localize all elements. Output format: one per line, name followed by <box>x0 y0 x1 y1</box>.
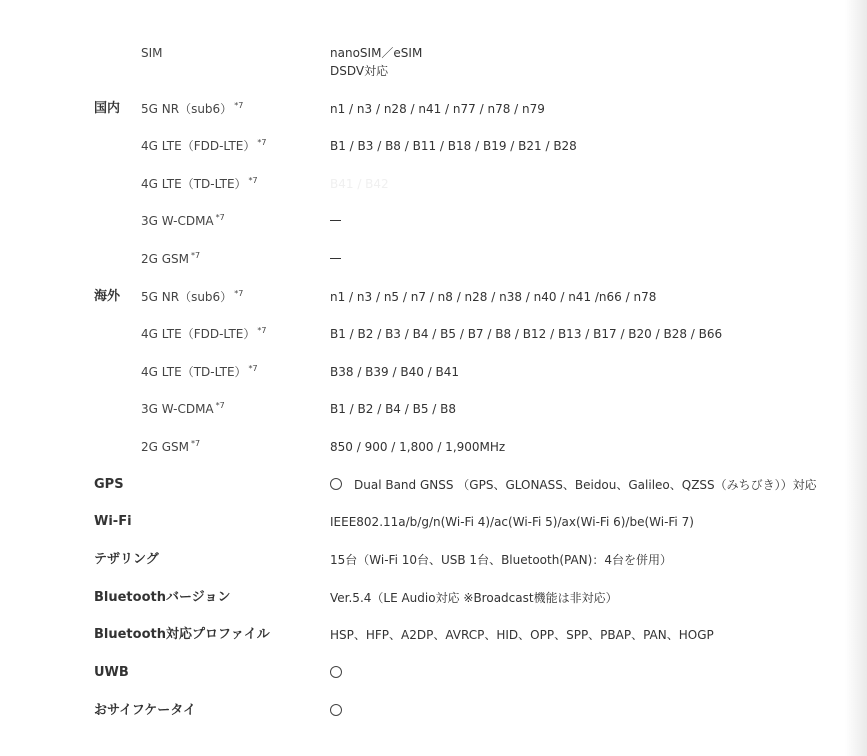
overseas-4g-fdd-label: 4G LTE（FDD-LTE） $^{*7}$ <box>141 326 267 341</box>
wifi-label: Wi-Fi <box>94 514 132 529</box>
spec-row-overseas-5g <box>0 288 845 326</box>
spec-row-uwb <box>0 664 845 702</box>
spec-row-overseas-2g <box>0 438 845 476</box>
overseas-3g-label: 3G W-CDMA $^{*7}$ <box>141 401 225 416</box>
bt-profile-label: Bluetooth対応プロファイル <box>94 627 270 642</box>
uwb-label: UWB <box>94 665 129 680</box>
domestic-3g-label: 3G W-CDMA $^{*7}$ <box>141 213 225 228</box>
sim-label: SIM <box>141 46 163 60</box>
overseas-5g-value: n1 / n3 / n5 / n7 / n8 / n28 / n38 / n40 / n41 /n66 / n78 <box>330 290 657 304</box>
domestic-2g-label: 2G GSM $^{*7}$ <box>141 251 201 266</box>
page-edge-shadow <box>845 0 867 756</box>
group-label-domestic: 国内 <box>94 101 121 116</box>
overseas-2g-value: 850 / 900 / 1,800 / 1,900MHz <box>330 440 506 454</box>
spec-row-domestic-5g <box>0 100 845 138</box>
domestic-2g-value <box>330 250 341 268</box>
spec-row-sim <box>0 44 845 84</box>
domestic-4g-fdd-value: B1 / B3 / B8 / B11 / B18 / B19 / B21 / B28 <box>330 139 577 153</box>
overseas-5g-label: 5G NR（sub6） $^{*7}$ <box>141 289 244 304</box>
spec-row-wifi <box>0 513 845 551</box>
spec-row-overseas-3g <box>0 400 845 438</box>
circle-icon <box>330 704 342 716</box>
osaifu-label: おサイフケータイ <box>94 703 197 718</box>
group-label-overseas: 海外 <box>94 289 121 304</box>
overseas-3g-value: B1 / B2 / B4 / B5 / B8 <box>330 402 457 416</box>
spec-row-bt-profile <box>0 626 845 664</box>
wifi-value: IEEE802.11a/b/g/n(Wi-Fi 4)/ac(Wi-Fi 5)/ax(Wi-Fi 6)/be(Wi-Fi 7) <box>330 515 694 529</box>
circle-icon <box>330 666 342 678</box>
spec-row-domestic-4g-td <box>0 175 845 213</box>
spec-row-overseas-4g-td <box>0 363 845 401</box>
sim-value-line1: nanoSIM／eSIM <box>330 46 423 60</box>
spec-row-osaifu <box>0 702 845 740</box>
spec-row-bt-version <box>0 589 845 627</box>
dash-icon <box>330 258 341 259</box>
overseas-4g-fdd-value: B1 / B2 / B3 / B4 / B5 / B7 / B8 / B12 / B13 / B17 / B20 / B28 / B66 <box>330 327 723 341</box>
domestic-4g-td-value: B41 / B42 <box>330 177 389 191</box>
osaifu-value <box>330 702 342 720</box>
spec-row-domestic-4g-fdd <box>0 137 845 175</box>
domestic-4g-fdd-label: 4G LTE（FDD-LTE） $^{*7}$ <box>141 138 267 153</box>
uwb-value <box>330 664 342 682</box>
circle-icon <box>330 478 342 490</box>
domestic-3g-value <box>330 212 341 230</box>
overseas-4g-td-label: 4G LTE（TD-LTE） $^{*7}$ <box>141 364 258 379</box>
gps-label: GPS <box>94 477 124 492</box>
sim-value <box>330 44 422 80</box>
domestic-5g-value: n1 / n3 / n28 / n41 / n77 / n78 / n79 <box>330 102 545 116</box>
bt-version-label: Bluetoothバージョン <box>94 590 231 605</box>
overseas-2g-label: 2G GSM $^{*7}$ <box>141 439 201 454</box>
tethering-value: 15台（Wi-Fi 10台、USB 1台、Bluetooth(PAN)：4台を併用） <box>330 553 672 567</box>
tethering-label: テザリング <box>94 552 159 567</box>
domestic-4g-td-label: 4G LTE（TD-LTE） $^{*7}$ <box>141 176 258 191</box>
bt-profile-value: HSP、HFP、A2DP、AVRCP、HID、OPP、SPP、PBAP、PAN、HOGP <box>330 628 714 642</box>
spec-row-tethering <box>0 551 845 589</box>
spec-row-overseas-4g-fdd <box>0 325 845 363</box>
overseas-4g-td-value: B38 / B39 / B40 / B41 <box>330 365 460 379</box>
spec-row-domestic-3g <box>0 212 845 250</box>
gps-value: Dual Band GNSS （GPS、GLONASS、Beidou、Galileo、QZSS（みちびき））対応 <box>330 476 817 494</box>
bt-version-value: Ver.5.4（LE Audio対応 ※Broadcast機能は非対応） <box>330 591 618 605</box>
spec-row-domestic-2g <box>0 250 845 288</box>
sim-value-line2: DSDV対応 <box>330 64 389 78</box>
spec-row-gps <box>0 476 845 514</box>
domestic-5g-label: 5G NR（sub6） $^{*7}$ <box>141 101 244 116</box>
dash-icon <box>330 220 341 221</box>
